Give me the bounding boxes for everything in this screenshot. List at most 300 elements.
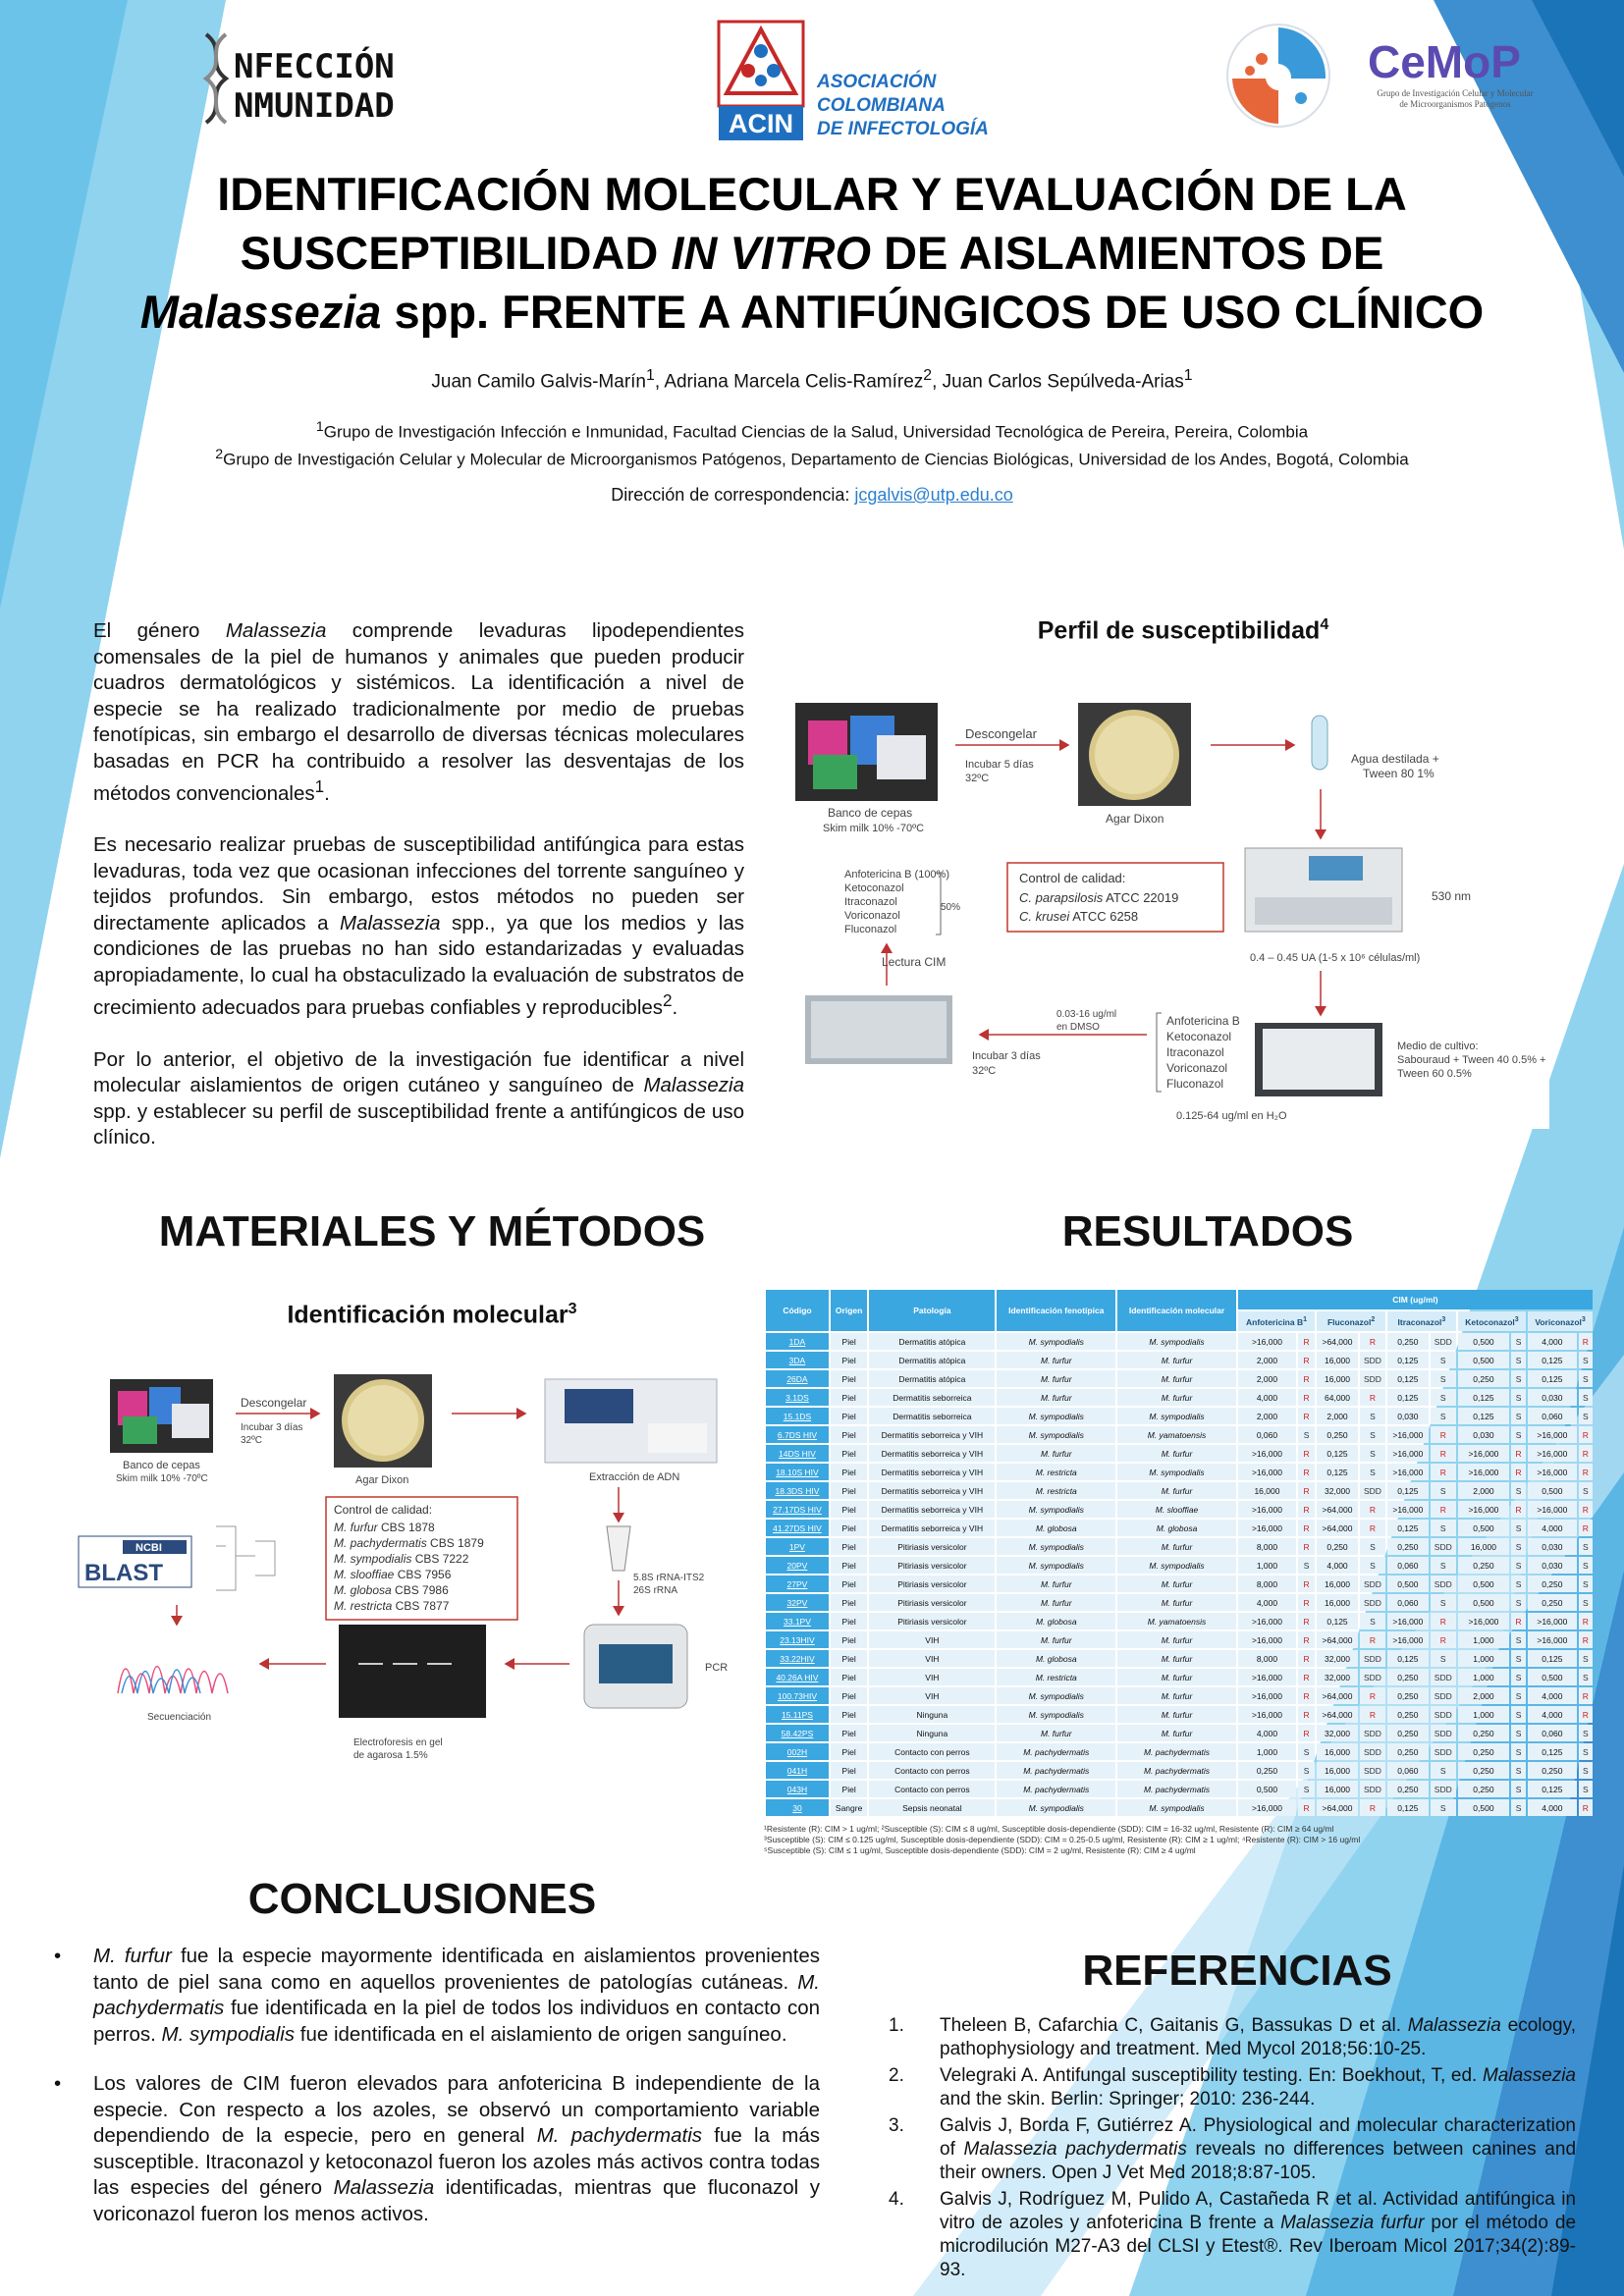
cell-species: M. sympodialis <box>1117 1408 1236 1424</box>
svg-text:C. krusei ATCC 6258: C. krusei ATCC 6258 <box>1019 909 1139 924</box>
cell-species: M. restricta <box>997 1482 1115 1499</box>
cell-interpretation: S <box>1360 1464 1385 1480</box>
cell-cim: 4,000 <box>1528 1520 1576 1536</box>
cell-interpretation: R <box>1579 1445 1593 1462</box>
cell-interpretation: S <box>1298 1781 1315 1797</box>
cell-species: M. pachydermatis <box>1117 1762 1236 1779</box>
svg-text:Tween 80 1%: Tween 80 1% <box>1363 767 1435 780</box>
cell-code: 41.27DS HIV <box>766 1520 829 1536</box>
cell-species: M. sympodialis <box>997 1799 1115 1816</box>
svg-text:C. parapsilosis ATCC 22019: C. parapsilosis ATCC 22019 <box>1019 890 1179 905</box>
cell-code: 043H <box>766 1781 829 1797</box>
svg-text:NCBI: NCBI <box>135 1542 162 1554</box>
cell: Piel <box>831 1389 867 1406</box>
cell: Piel <box>831 1464 867 1480</box>
svg-text:en DMSO: en DMSO <box>1056 1022 1100 1033</box>
cell-interpretation: S <box>1431 1799 1456 1816</box>
cell-interpretation: S <box>1579 1352 1593 1368</box>
cell-interpretation: S <box>1511 1725 1526 1741</box>
cell-species: M. sympodialis <box>1117 1557 1236 1574</box>
cell-interpretation: R <box>1579 1464 1593 1480</box>
cell-interpretation: R <box>1298 1613 1315 1629</box>
cell-species: M. furfur <box>1117 1370 1236 1387</box>
cell-interpretation: R <box>1298 1464 1315 1480</box>
table-row <box>766 1650 1593 1667</box>
cell-cim: 0,500 <box>1238 1781 1296 1797</box>
cell-interpretation: R <box>1298 1687 1315 1704</box>
cell-cim: 0,060 <box>1387 1557 1429 1574</box>
cell-species: M. sympodialis <box>997 1408 1115 1424</box>
cell-interpretation: R <box>1298 1669 1315 1685</box>
affiliation-2: $^2$Grupo de Investigación Celular y Molecular de Microorganismos Patógenos, Departamento de Ciencias Biológicas, Universidad de los Andes, Bogotá, Colombia <box>215 446 1409 469</box>
test-tube <box>1312 716 1327 770</box>
cell-cim: 0,500 <box>1528 1669 1576 1685</box>
cell-interpretation: R <box>1298 1445 1315 1462</box>
cell-cim: >64,000 <box>1317 1333 1358 1350</box>
cell-cim: >16,000 <box>1528 1631 1576 1648</box>
cell-cim: 0,500 <box>1458 1520 1509 1536</box>
microplate-setup <box>1255 1023 1382 1096</box>
cell-cim: 0,060 <box>1238 1426 1296 1443</box>
cell-interpretation: S <box>1511 1520 1526 1536</box>
cell-interpretation: S <box>1511 1426 1526 1443</box>
cell: Piel <box>831 1408 867 1424</box>
cell-species: M. furfur <box>997 1575 1115 1592</box>
cell-cim: 0,250 <box>1387 1725 1429 1741</box>
cell: Piel <box>831 1426 867 1443</box>
svg-text:Anfotericina B Ketoconaz: Anfotericina B Ketoconazol Itraconazol Voriconazol Fluconazol <box>1166 1014 1240 1091</box>
cell-species: M. furfur <box>1117 1706 1236 1723</box>
cell-cim: 0,030 <box>1387 1408 1429 1424</box>
cell-interpretation: S <box>1511 1557 1526 1574</box>
cell-species: M. restricta <box>997 1464 1115 1480</box>
cell-cim: 0,250 <box>1458 1781 1509 1797</box>
cell-species: M. pachydermatis <box>1117 1781 1236 1797</box>
cell-cim: 0,125 <box>1317 1613 1358 1629</box>
cell-cim: 0,250 <box>1387 1669 1429 1685</box>
cell-cim: 0,125 <box>1528 1650 1576 1667</box>
svg-text:M. globosa CBS 7986: M. globosa CBS 7986 <box>334 1583 449 1597</box>
svg-text:530 nm: 530 nm <box>1432 889 1472 903</box>
cell-cim: 4,000 <box>1528 1799 1576 1816</box>
cell-cim: 0,030 <box>1528 1557 1576 1574</box>
strain-bank-image <box>795 703 938 801</box>
cell-cim: 0,250 <box>1387 1706 1429 1723</box>
cell-interpretation: R <box>1579 1333 1593 1350</box>
cell-cim: 0,030 <box>1528 1538 1576 1555</box>
cemop-sub-1: Grupo de Investigación Celular y Molecular <box>1377 88 1534 98</box>
cell-interpretation: S <box>1579 1557 1593 1574</box>
cell-cim: >16,000 <box>1528 1501 1576 1518</box>
cell-interpretation: SDD <box>1431 1575 1456 1592</box>
cell-species: M. sympodialis <box>997 1501 1115 1518</box>
cell: Piel <box>831 1669 867 1685</box>
cell-cim: 4,000 <box>1238 1389 1296 1406</box>
cell: Dermatitis seborreica y VIH <box>869 1520 995 1536</box>
susceptibility-workflow-figure <box>793 701 1549 1129</box>
cell-interpretation: SDD <box>1431 1743 1456 1760</box>
cell-interpretation: S <box>1431 1762 1456 1779</box>
svg-text:32ºC: 32ºC <box>965 773 990 784</box>
cell-interpretation: S <box>1579 1669 1593 1685</box>
cell-interpretation: S <box>1360 1557 1385 1574</box>
svg-text:Incubar 3 días: Incubar 3 días <box>241 1422 303 1433</box>
cell-interpretation: SDD <box>1431 1333 1456 1350</box>
cell-cim: 0,060 <box>1387 1594 1429 1611</box>
cell: Contacto con perros <box>869 1743 995 1760</box>
cell-interpretation: S <box>1360 1408 1385 1424</box>
col-fenotipica: Identificación fenotípica <box>997 1290 1115 1331</box>
cell-species: M. globosa <box>1117 1520 1236 1536</box>
cell-cim: 0,250 <box>1458 1762 1509 1779</box>
cell-interpretation: SDD <box>1360 1575 1385 1592</box>
cell: Piel <box>831 1557 867 1574</box>
cell-cim: 32,000 <box>1317 1482 1358 1499</box>
cell: Piel <box>831 1613 867 1629</box>
svg-text:Extracción de ADN: Extracción de ADN <box>589 1471 680 1483</box>
cell-interpretation: R <box>1298 1799 1315 1816</box>
table-row <box>766 1631 1593 1648</box>
cell-interpretation: S <box>1511 1482 1526 1499</box>
cell-interpretation: S <box>1579 1408 1593 1424</box>
cell-species: M. furfur <box>997 1389 1115 1406</box>
cell-cim: 0,250 <box>1238 1762 1296 1779</box>
cell-species: M. furfur <box>1117 1669 1236 1685</box>
cell-species: M. furfur <box>1117 1538 1236 1555</box>
cell-interpretation: SDD <box>1360 1352 1385 1368</box>
molecular-identification-figure <box>69 1369 756 1782</box>
cell: Pitiriasis versicolor <box>869 1538 995 1555</box>
cell-species: M. sympodialis <box>1117 1333 1236 1350</box>
cell-interpretation: R <box>1360 1501 1385 1518</box>
cell-interpretation: S <box>1511 1575 1526 1592</box>
cell-cim: 0,250 <box>1458 1370 1509 1387</box>
cell-interpretation: R <box>1298 1352 1315 1368</box>
cell: Dermatitis atópica <box>869 1370 995 1387</box>
cell-cim: 0,060 <box>1528 1725 1576 1741</box>
cell-interpretation: R <box>1298 1725 1315 1741</box>
cell-interpretation: R <box>1298 1520 1315 1536</box>
cell-cim: 2,000 <box>1317 1408 1358 1424</box>
svg-text:Incubar 3 días: Incubar 3 días <box>972 1050 1041 1062</box>
cell-cim: 0,125 <box>1458 1408 1509 1424</box>
cell-interpretation: R <box>1298 1575 1315 1592</box>
cell-species: M. sympodialis <box>997 1333 1115 1350</box>
cell-cim: 16,000 <box>1317 1762 1358 1779</box>
cell: Piel <box>831 1631 867 1648</box>
cell-cim: 0,250 <box>1528 1762 1576 1779</box>
cell-interpretation: S <box>1511 1799 1526 1816</box>
cell-code: 3DA <box>766 1352 829 1368</box>
identificacion-heading: Identificación molecular$^3$ <box>287 1301 577 1329</box>
cell: Pitiriasis versicolor <box>869 1594 995 1611</box>
cell-cim: 16,000 <box>1317 1594 1358 1611</box>
cell: Piel <box>831 1352 867 1368</box>
cell-cim: 0,500 <box>1528 1482 1576 1499</box>
cell-interpretation: S <box>1298 1557 1315 1574</box>
svg-text:Lectura CIM: Lectura CIM <box>882 955 947 969</box>
cell-interpretation: SDD <box>1360 1725 1385 1741</box>
table-row <box>766 1799 1593 1816</box>
cell-cim: 4,000 <box>1238 1594 1296 1611</box>
cell-cim: 0,125 <box>1387 1650 1429 1667</box>
svg-text:Banco de cepas: Banco de cepas <box>123 1460 200 1471</box>
cell-species: M. sympodialis <box>997 1706 1115 1723</box>
cell-cim: 1,000 <box>1458 1631 1509 1648</box>
cell-interpretation: S <box>1579 1575 1593 1592</box>
cell-interpretation: R <box>1431 1445 1456 1462</box>
cell: Piel <box>831 1725 867 1741</box>
table-row <box>766 1557 1593 1574</box>
cell-code: 30 <box>766 1799 829 1816</box>
cell-cim: 2,000 <box>1238 1352 1296 1368</box>
cell-cim: 1,000 <box>1238 1743 1296 1760</box>
cell-cim: 0,250 <box>1528 1575 1576 1592</box>
cell-cim: >16,000 <box>1528 1613 1576 1629</box>
cell: Piel <box>831 1575 867 1592</box>
cell-interpretation: S <box>1579 1762 1593 1779</box>
cell-interpretation: R <box>1431 1501 1456 1518</box>
cell-cim: 2,000 <box>1238 1408 1296 1424</box>
cell-interpretation: R <box>1298 1706 1315 1723</box>
results-table-body <box>766 1333 1593 1816</box>
cell-cim: 16,000 <box>1238 1482 1296 1499</box>
cell-species: M. furfur <box>1117 1650 1236 1667</box>
cell-species: M. furfur <box>1117 1594 1236 1611</box>
cell-species: M. sympodialis <box>1117 1799 1236 1816</box>
cell-species: M. slooffiae <box>1117 1501 1236 1518</box>
cell-cim: >16,000 <box>1238 1613 1296 1629</box>
reference-4: 4. Galvis J, Rodríguez M, Pulido A, Castañeda R et al. Actividad antifúngica in vitro de azoles y anfotericina B frente a Malassezia furfur por el método de microdilución M27-A3 del CLSI y Etest®. Rev Iberoam Micol 2017;34(2):89-93. <box>889 2189 1577 2280</box>
cell-cim: 0,250 <box>1528 1594 1576 1611</box>
cell-interpretation: R <box>1431 1613 1456 1629</box>
materiales-heading: MATERIALES Y MÉTODOS <box>158 1207 706 1255</box>
cell-cim: 0,125 <box>1387 1799 1429 1816</box>
cell-code: 23.13HIV <box>766 1631 829 1648</box>
authors: Juan Camilo Galvis-Marín$^1$, Adriana Marcela Celis-Ramírez$^2$, Juan Carlos Sepúlveda-Arias$^1$ <box>431 367 1193 393</box>
cell-interpretation: R <box>1579 1631 1593 1648</box>
table-row <box>766 1725 1593 1741</box>
cell-interpretation: S <box>1298 1426 1315 1443</box>
cell-cim: >16,000 <box>1387 1445 1429 1462</box>
cell-cim: 0,250 <box>1317 1426 1358 1443</box>
svg-text:M. pachydermatis CBS 1879: M. pachydermatis CBS 1879 <box>334 1536 484 1550</box>
cell: Dermatitis seborreica y VIH <box>869 1501 995 1518</box>
results-table-container <box>764 1288 1595 1856</box>
cell-cim: 1,000 <box>1238 1557 1296 1574</box>
cell-interpretation: S <box>1511 1762 1526 1779</box>
cell-species: M. furfur <box>1117 1482 1236 1499</box>
cell: Piel <box>831 1762 867 1779</box>
cell-species: M. furfur <box>1117 1352 1236 1368</box>
cell-cim: >64,000 <box>1317 1501 1358 1518</box>
cell-species: M. yamatoensis <box>1117 1426 1236 1443</box>
cell-code: 100.73HIV <box>766 1687 829 1704</box>
col-voriconazol: Voriconazol$^3$ <box>1528 1311 1593 1331</box>
cell: Dermatitis seborreica <box>869 1389 995 1406</box>
svg-text:Sabouraud + Tween 40 0.5% +: Sabouraud + Tween 40 0.5% + <box>1397 1054 1546 1066</box>
cell-cim: >16,000 <box>1387 1426 1429 1443</box>
cell-code: 18.3DS HIV <box>766 1482 829 1499</box>
cemop-logo <box>1222 20 1546 137</box>
cell-species: M. furfur <box>997 1631 1115 1648</box>
cell-species: M. pachydermatis <box>997 1781 1115 1797</box>
cell-interpretation: SDD <box>1360 1669 1385 1685</box>
cell-cim: 0,030 <box>1458 1426 1509 1443</box>
cell-code: 32PV <box>766 1594 829 1611</box>
cell-cim: 0,125 <box>1317 1464 1358 1480</box>
cell-cim: 32,000 <box>1317 1725 1358 1741</box>
table-row <box>766 1613 1593 1629</box>
affiliation-1: $^1$Grupo de Investigación Infección e Inmunidad, Facultad Ciencias de la Salud, Universidad Tecnológica de Pereira, Pereira, Colombia <box>315 419 1309 442</box>
cell-interpretation: R <box>1360 1687 1385 1704</box>
cell-species: M. furfur <box>997 1445 1115 1462</box>
dna-extraction-kit <box>545 1379 717 1463</box>
cell-code: 14DS HIV <box>766 1445 829 1462</box>
cell-interpretation: R <box>1579 1706 1593 1723</box>
cell-cim: 8,000 <box>1238 1650 1296 1667</box>
cell-cim: 0,125 <box>1458 1389 1509 1406</box>
cell-cim: 0,500 <box>1458 1575 1509 1592</box>
cell-cim: >64,000 <box>1317 1706 1358 1723</box>
cell-interpretation: S <box>1511 1408 1526 1424</box>
cell-species: M. sympodialis <box>997 1557 1115 1574</box>
cell-cim: >16,000 <box>1238 1687 1296 1704</box>
cell-interpretation: R <box>1579 1501 1593 1518</box>
cell-cim: 1,000 <box>1458 1650 1509 1667</box>
cell: Piel <box>831 1781 867 1797</box>
cell-cim: >64,000 <box>1317 1520 1358 1536</box>
col-origen: Origen <box>831 1290 867 1331</box>
svg-text:de agarosa 1.5%: de agarosa 1.5% <box>353 1750 428 1761</box>
svg-text:M. furfur CBS 1878: M. furfur CBS 1878 <box>334 1521 435 1534</box>
cell-code: 26DA <box>766 1370 829 1387</box>
referencias-heading: REFERENCIAS <box>1082 1947 1392 1995</box>
svg-text:Tween 60 0.5%: Tween 60 0.5% <box>1397 1068 1472 1080</box>
cell-cim: 0,250 <box>1458 1557 1509 1574</box>
cell-interpretation: S <box>1431 1557 1456 1574</box>
cell: VIH <box>869 1687 995 1704</box>
svg-text:Skim milk 10% -70ºC: Skim milk 10% -70ºC <box>823 823 925 834</box>
col-fluconazol: Fluconazol$^2$ <box>1317 1311 1385 1331</box>
cell: Piel <box>831 1743 867 1760</box>
table-row <box>766 1781 1593 1797</box>
cell-code: 18.10S HIV <box>766 1464 829 1480</box>
cell-cim: 2,000 <box>1458 1482 1509 1499</box>
cell-interpretation: R <box>1360 1389 1385 1406</box>
svg-text:Banco de cepas: Banco de cepas <box>828 806 913 820</box>
introduction <box>93 618 744 1177</box>
cell-interpretation: R <box>1579 1687 1593 1704</box>
svg-text:Medio de cultivo:: Medio de cultivo: <box>1397 1041 1479 1052</box>
cell-cim: 32,000 <box>1317 1650 1358 1667</box>
reference-2: 2. Velegraki A. Antifungal susceptibility testing. En: Boekhout, T, ed. Malassezia and the skin. Berlin: Springer; 2010: 236-244. <box>889 2065 1576 2109</box>
cell-interpretation: S <box>1579 1781 1593 1797</box>
cell-interpretation: S <box>1511 1650 1526 1667</box>
cell-interpretation: S <box>1298 1762 1315 1779</box>
cell-cim: 0,125 <box>1528 1781 1576 1797</box>
cell-code: 20PV <box>766 1557 829 1574</box>
cell-cim: >16,000 <box>1387 1613 1429 1629</box>
cell-cim: 0,125 <box>1528 1370 1576 1387</box>
cell-interpretation: S <box>1431 1370 1456 1387</box>
cell-interpretation: SDD <box>1431 1687 1456 1704</box>
svg-text:Anfotericina B (100%) Ke: Anfotericina B (100%) Ketoconazol Itraconazol Voriconazol Fluconazol <box>844 869 949 935</box>
cell-cim: 0,060 <box>1387 1762 1429 1779</box>
cell-interpretation: R <box>1431 1426 1456 1443</box>
acin-logo <box>717 20 1031 142</box>
cell-interpretation: S <box>1511 1781 1526 1797</box>
cell-interpretation: S <box>1360 1426 1385 1443</box>
cell-interpretation: R <box>1579 1426 1593 1443</box>
acin-line-2: COLOMBIANA <box>817 95 946 116</box>
cell: Piel <box>831 1333 867 1350</box>
acin-abbr: ACIN <box>729 109 793 138</box>
resultados-heading: RESULTADOS <box>1061 1207 1354 1255</box>
agarose-gel <box>339 1625 486 1718</box>
cell-cim: >16,000 <box>1238 1445 1296 1462</box>
col-molecular: Identificación molecular <box>1117 1290 1236 1331</box>
table-row <box>766 1538 1593 1555</box>
cell-cim: 0,250 <box>1387 1781 1429 1797</box>
infeccion-inmunidad-logo <box>196 29 471 128</box>
cell-interpretation: R <box>1298 1482 1315 1499</box>
svg-text:32ºC: 32ºC <box>972 1065 997 1077</box>
cell-cim: 1,000 <box>1458 1706 1509 1723</box>
cell-cim: 4,000 <box>1528 1333 1576 1350</box>
cell-cim: 4,000 <box>1528 1706 1576 1723</box>
col-ketoconazol: Ketoconazol$^3$ <box>1458 1311 1526 1331</box>
cell-interpretation: S <box>1579 1370 1593 1387</box>
cell: Dermatitis seborreica y VIH <box>869 1482 995 1499</box>
footnote-2: ³Susceptible (S): CIM ≤ 0.125 ug/ml, Susceptible dosis-dependiente (SDD): CIM = 0.25-0.5 ug/ml, Resistente (R): CIM ≥ 1 ug/ml; ⁴Resistente (R): CIM > 16 ug/ml <box>764 1835 1361 1844</box>
cell-interpretation: S <box>1511 1389 1526 1406</box>
cell-interpretation: R <box>1579 1520 1593 1536</box>
cell-interpretation: S <box>1579 1482 1593 1499</box>
table-row <box>766 1687 1593 1704</box>
cell-species: M. restricta <box>997 1669 1115 1685</box>
conclusion-1: • M. furfur fue la especie mayormente identificada en aislamientos provenientes tanto de piel sana como en aquellos provenientes de patologías cutáneas. M. pachydermatis fue identificada en la piel de todos los individuos en contacto con perros. M. sympodialis fue identificada en el aislamiento de origen sanguíneo. <box>54 1944 820 2048</box>
cell-interpretation: S <box>1360 1613 1385 1629</box>
intro-paragraph-3: Por lo anterior, el objetivo de la investigación fue identificar a nivel molecular aislamientos de origen cutáneo y sanguíneo de Malassezia spp. y establecer su perfil de susceptibilidad frente a antifúngicos de uso clínico. <box>93 1047 744 1149</box>
cell: Ninguna <box>869 1725 995 1741</box>
email-link[interactable]: jcgalvis@utp.edu.co <box>854 485 1013 505</box>
cell-interpretation: SDD <box>1360 1482 1385 1499</box>
cell-code: 1DA <box>766 1333 829 1350</box>
cell-cim: 0,250 <box>1458 1743 1509 1760</box>
cell: Dermatitis seborreica <box>869 1408 995 1424</box>
logo-line-2: NMUNIDAD <box>234 86 395 126</box>
cemop-sub-2: de Microorganismos Patógenos <box>1399 99 1511 109</box>
cell-cim: >64,000 <box>1317 1799 1358 1816</box>
table-row <box>766 1370 1593 1387</box>
cell-cim: >16,000 <box>1238 1464 1296 1480</box>
cell-cim: >16,000 <box>1238 1799 1296 1816</box>
col-anfotericina: Anfotericina $B^1$ <box>1238 1311 1315 1331</box>
col-cim: CIM (ug/ml) <box>1238 1290 1593 1309</box>
svg-text:M. sympodialis CBS 7222: M. sympodialis CBS 7222 <box>334 1552 469 1566</box>
cell-code: 002H <box>766 1743 829 1760</box>
cell-cim: 0,500 <box>1458 1799 1509 1816</box>
cell-cim: >64,000 <box>1317 1631 1358 1648</box>
svg-text:Descongelar: Descongelar <box>241 1396 307 1410</box>
cell: Contacto con perros <box>869 1762 995 1779</box>
cell: Piel <box>831 1706 867 1723</box>
svg-text:Control de calidad:: Control de calidad: <box>334 1503 433 1517</box>
cell-cim: >16,000 <box>1528 1426 1576 1443</box>
cell-cim: 0,125 <box>1528 1743 1576 1760</box>
title-line-3: Malassezia spp. FRENTE A ANTIFÚNGICOS DE USO CLÍNICO <box>139 286 1485 338</box>
